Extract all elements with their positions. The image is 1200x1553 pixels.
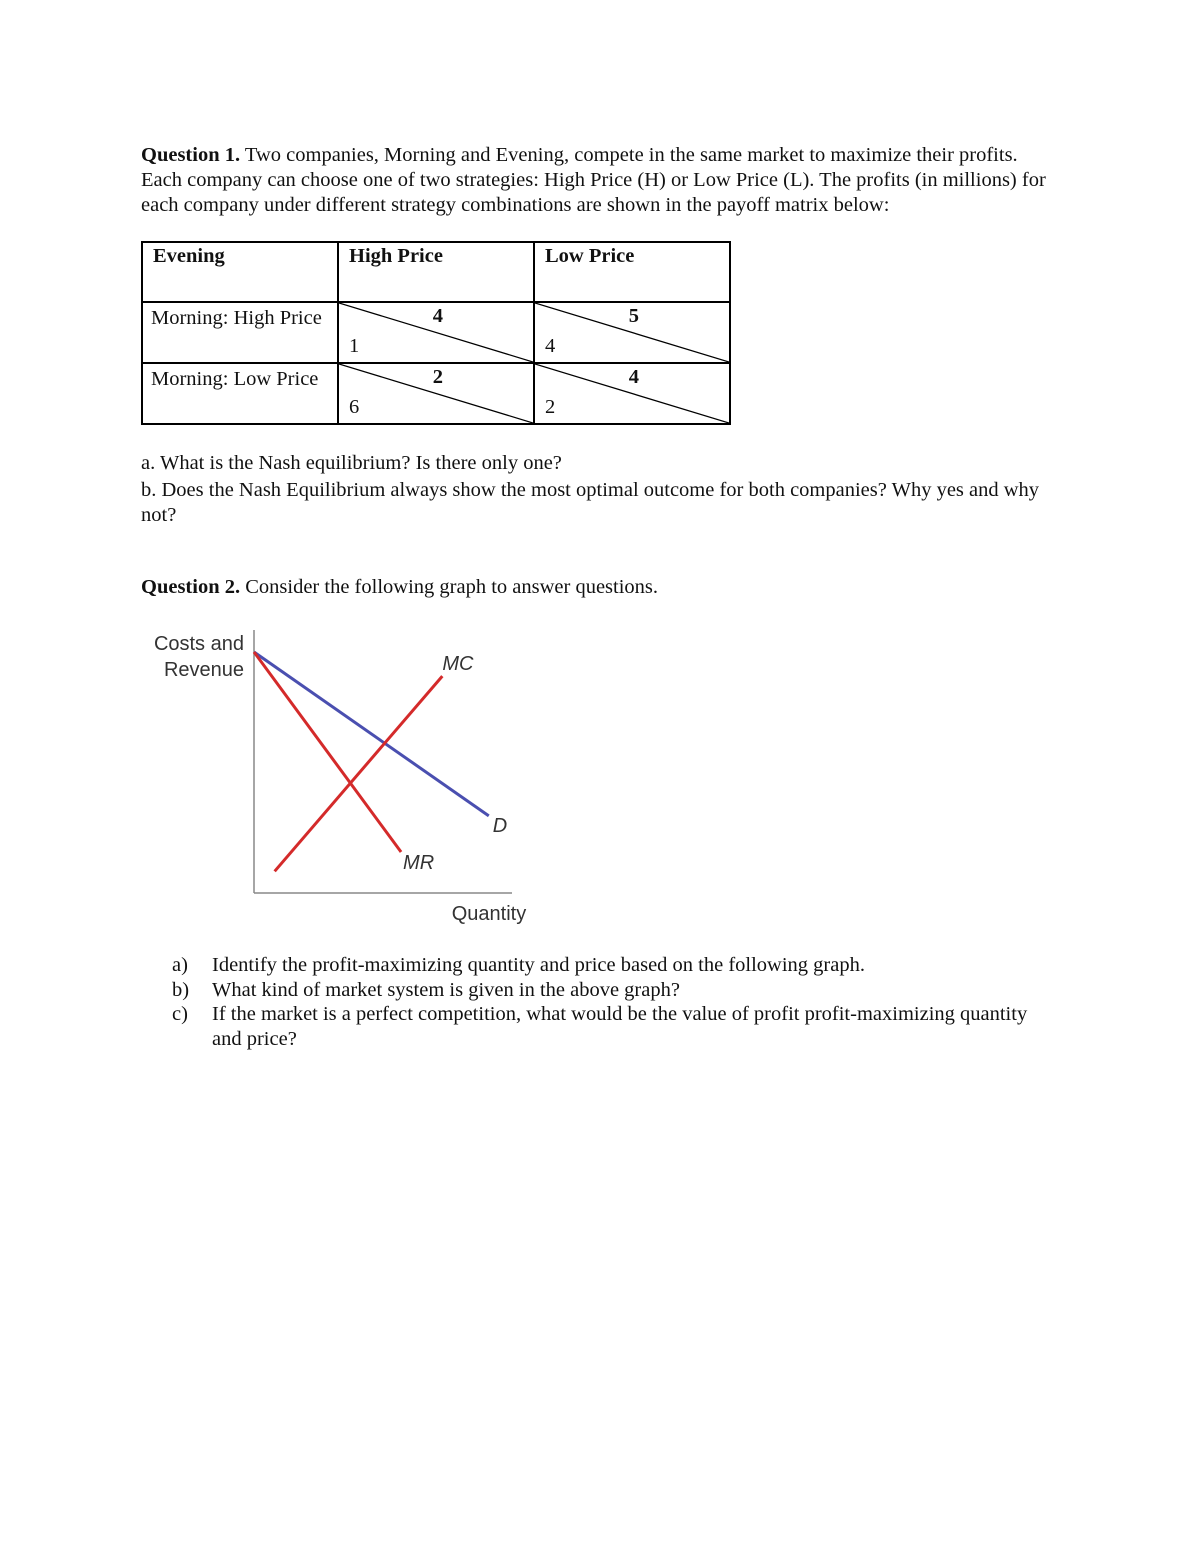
row-label-morning-high: Morning: High Price — [142, 302, 338, 363]
series-label-mc: MC — [442, 653, 474, 676]
question-1-parts — [141, 451, 1061, 528]
matrix-col-low: Low Price — [534, 242, 730, 302]
item-marker: a) — [172, 954, 188, 976]
question-1-heading: Question 1. — [141, 144, 241, 166]
evening-payoff: 4 — [628, 366, 639, 388]
question-2-text: Consider the following graph to answer questions. — [245, 576, 659, 598]
morning-payoff: 2 — [545, 396, 556, 418]
item-text: If the market is a perfect competition, what would be the value of profit profit-maximizing quantity and price? — [212, 1003, 1028, 1050]
cell-low-high — [338, 363, 534, 424]
item-text: What kind of market system is given in the above graph? — [212, 978, 680, 1001]
cost-revenue-chart — [141, 626, 541, 931]
evening-payoff: 4 — [432, 305, 443, 327]
cell-high-low — [534, 302, 730, 363]
matrix-row-morning-low — [142, 363, 730, 424]
series-line-d — [254, 652, 489, 816]
row-label-morning-low: Morning: Low Price — [142, 363, 338, 424]
morning-payoff: 4 — [545, 335, 556, 357]
y-axis-label-line-2: Revenue — [163, 659, 244, 681]
question-2-part — [172, 1002, 1032, 1051]
x-axis-label: Quantity — [451, 903, 527, 925]
question-1-part-b: b. Does the Nash Equilibrium always show the most optimal outcome for both companies? Why yes and why not? — [141, 479, 1040, 526]
y-axis-label-line-1: Costs and — [153, 633, 244, 655]
question-2 — [141, 575, 1061, 600]
question-1-text: Two companies, Morning and Evening, compete in the same market to maximize their profits. Each company can choose one of two strategies: High Price (H) or Low Price (L). The profits (in millions) for each company under different strategy combinations are shown in the payoff matrix below: — [141, 144, 1046, 216]
cell-high-high — [338, 302, 534, 363]
series-label-mr: MR — [403, 852, 435, 875]
question-2-part — [172, 953, 1032, 978]
evening-payoff: 2 — [432, 366, 443, 388]
cell-low-low — [534, 363, 730, 424]
payoff-matrix — [141, 241, 731, 425]
question-1-part-a: a. What is the Nash equilibrium? Is there only one? — [141, 452, 562, 474]
item-marker: c) — [172, 1003, 188, 1025]
morning-payoff: 1 — [349, 335, 360, 357]
item-text: Identify the profit-maximizing quantity and price based on the following graph. — [212, 954, 865, 976]
item-marker: b) — [172, 978, 190, 1001]
matrix-row-morning-high — [142, 302, 730, 363]
series-label-d: D — [492, 814, 508, 837]
question-2-parts — [172, 953, 1032, 1051]
question-2-part — [172, 978, 1032, 1003]
question-2-heading: Question 2. — [141, 576, 241, 598]
morning-payoff: 6 — [349, 396, 360, 418]
series-line-mc — [275, 676, 443, 871]
matrix-corner: Evening — [142, 242, 338, 302]
question-1 — [141, 143, 1061, 218]
matrix-col-high: High Price — [338, 242, 534, 302]
evening-payoff: 5 — [628, 305, 639, 327]
